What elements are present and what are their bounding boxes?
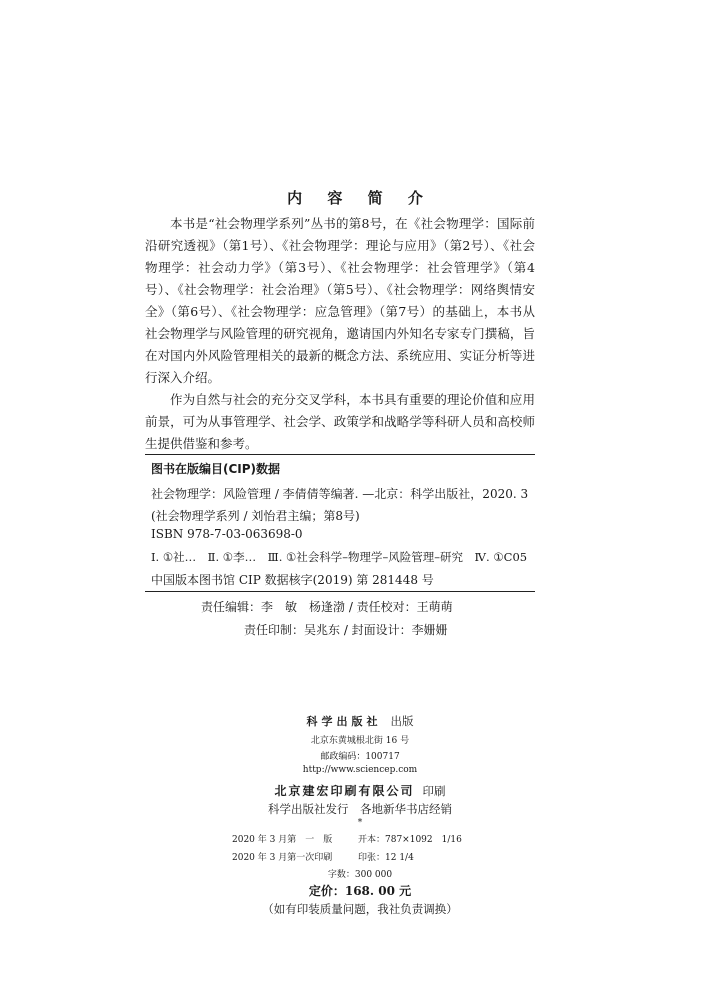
cip-heading: 图书在版编目(CIP)数据 (151, 462, 281, 476)
cip-line-1: 社会物理学：风险管理 / 李倩倩等编著. —北京：科学出版社，2020. 3 (151, 487, 529, 501)
distribution: 科学出版社发行 各地新华书店经销 (268, 802, 452, 816)
cip-line-3: ISBN 978-7-03-063698-0 (151, 527, 303, 541)
price: 定价：168. 00 元 (308, 884, 412, 898)
cip-line-5: 中国版本图书馆 CIP 数据核字(2019) 第 281448 号 (151, 573, 434, 587)
cip-top-rule (145, 454, 535, 455)
staff-line-1: 责任编辑：李 敏 杨逢渤 / 责任校对：王萌萌 (201, 600, 453, 614)
postcode: 邮政编码：100717 (320, 752, 400, 762)
format: 开本：787×1092 1/16 (358, 835, 462, 845)
printing: 2020 年 3 月第一次印刷 (232, 853, 333, 863)
sheets: 印张：12 1/4 (358, 853, 414, 863)
publisher-address: 北京东黄城根北街 16 号 (310, 736, 410, 746)
publisher-suffix: 出版 (390, 714, 414, 728)
printer-suffix: 印刷 (422, 784, 446, 798)
separator: * (357, 818, 363, 828)
intro-block (145, 213, 535, 455)
intro-paragraph-1: 本书是“社会物理学系列”丛书的第8号，在《社会物理学：国际前沿研究透视》（第1号）、《社会物理学：理论与应用》（第2号）、《社会物理学：社会动力学》（第3号）、《社会物理学：社会管理学》（第4号）、《社会物理学：社会治理》（第5号）、《社会物理学：网络舆情安全》（第6号）、《社会物理学：应急管理》（第7号）的基础上，本书从社会物理学与风险管理的研究视角，邀请国内外知名专家专门撰稿，旨在对国内外风险管理相关的最新的概念方法、系统应用、实证分析等进行深入介绍。 (145, 216, 535, 385)
quality-notice: （如有印装质量问题，我社负责调换） (262, 902, 458, 916)
publisher-line (0, 710, 720, 729)
word-count: 字数：300 000 (327, 870, 393, 880)
intro-paragraph-2: 作为自然与社会的充分交叉学科，本书具有重要的理论价值和应用前景，可为从事管理学、社会学、政策学和战略学等科研人员和高校师生提供借鉴和参考。 (145, 392, 535, 451)
website: http://www.sciencep.com (302, 765, 418, 775)
section-title: 内 容 简 介 (287, 189, 433, 207)
cip-line-2: (社会物理学系列 / 刘怡君主编；第8号) (151, 509, 360, 523)
edition: 2020 年 3 月第 一 版 (232, 835, 333, 845)
publisher-name: 科学出版社 (306, 715, 382, 728)
printer-line (0, 780, 720, 799)
cip-bottom-rule (145, 591, 535, 592)
printer-name: 北京建宏印刷有限公司 (274, 784, 415, 798)
cip-line-4: Ⅰ. ①社… Ⅱ. ①李… Ⅲ. ①社会科学–物理学–风险管理–研究 Ⅳ. ①C05 (151, 550, 528, 564)
staff-line-2: 责任印制：吴兆东 / 封面设计：李姗姗 (244, 623, 448, 637)
